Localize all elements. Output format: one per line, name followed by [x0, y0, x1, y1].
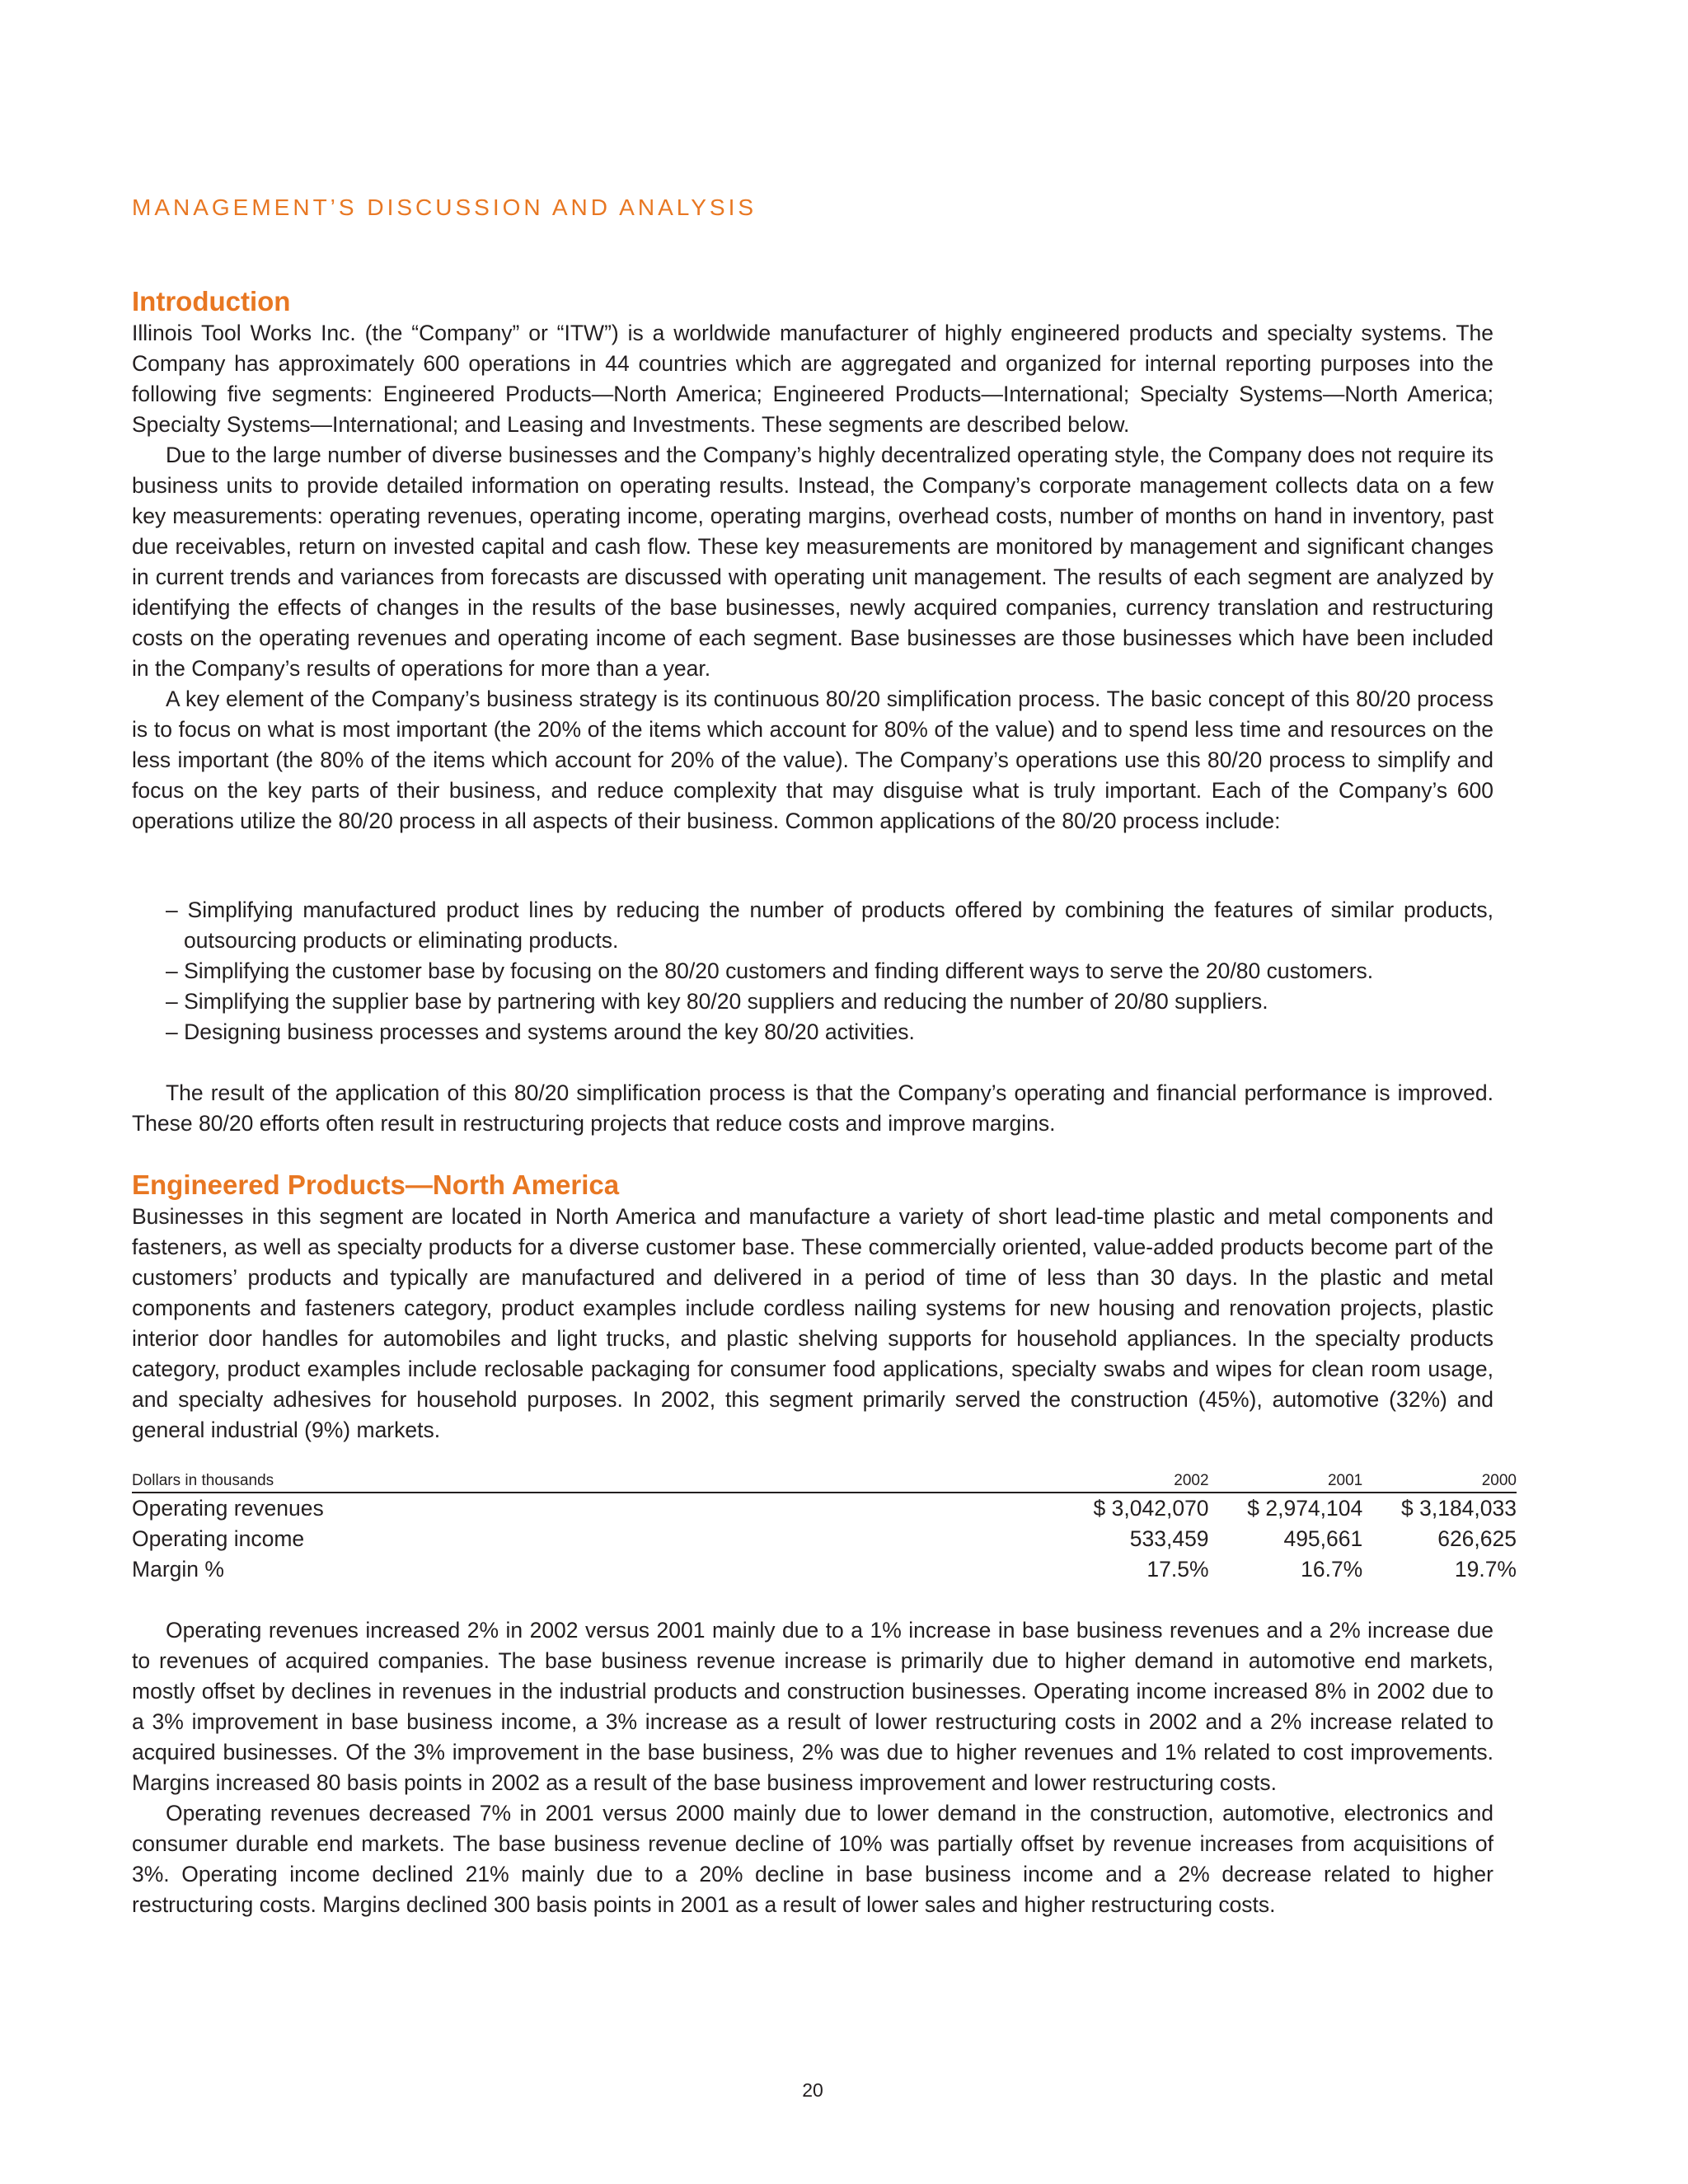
- engineered-products-na-heading: Engineered Products—North America: [132, 1169, 620, 1200]
- row-label: Margin %: [132, 1557, 224, 1582]
- table-row: [132, 1554, 1517, 1585]
- year-header: 2000: [1362, 1472, 1517, 1493]
- table-cell: 16.7%: [1301, 1557, 1363, 1582]
- year-header: 2001: [1209, 1472, 1363, 1493]
- segment-financial-table: [132, 1472, 1517, 1585]
- table-cell: $ 3,042,070: [1093, 1496, 1209, 1521]
- bullet-item: – Simplifying manufactured product lines by reducing the number of products offered by combining the features of similar products, outsourcing products or eliminating products.: [166, 898, 1493, 953]
- intro-paragraph-1: Illinois Tool Works Inc. (the “Company” or “ITW”) is a worldwide manufacturer of highly engineered products and specialty systems. The Company has approximately 600 operations in 44 countries which are aggregated and organized for internal reporting purposes into the following five segments: Engineered Products—North America; Engineered Products—International; Specialty Systems—North America; Specialty Systems—International; and Leasing and Investments. These segments are described below.: [132, 321, 1493, 437]
- table-caption: Dollars in thousands: [132, 1472, 1081, 1493]
- segment-description: Businesses in this segment are located in North America and manufacture a variety of short lead-time plastic and metal components and fasteners, as well as specialty products for a diverse customer base. These commercially oriented, value-added products become part of the customers’ products and typically are manufactured and delivered in a period of time of less than 30 days. In the plastic and metal components and fasteners category, product examples include cordless nailing systems for new housing and renovation projects, plastic interior door handles for automobiles and light trucks, and plastic shelving supports for household appliances. In the specialty products category, product examples include reclosable packaging for consumer food applications, specialty swabs and wipes for clean room usage, and specialty adhesives for household purposes. In 2002, this segment primarily served the construction (45%), automotive (32%) and general industrial (9%) markets.: [132, 1204, 1493, 1442]
- table-row: [132, 1493, 1517, 1524]
- table-row: [132, 1524, 1517, 1554]
- introduction-heading: Introduction: [132, 286, 291, 316]
- analysis-paragraph-1: Operating revenues increased 2% in 2002 versus 2001 mainly due to a 1% increase in base business revenues and a 2% increase due to revenues of acquired companies. The base business revenue increase is primarily due to higher demand in automotive end markets, mostly offset by declines in revenues in the industrial products and construction businesses. Operating income increased 8% in 2002 due to a 3% improvement in base business income, a 3% increase as a result of lower restructuring costs in 2002 and a 2% increase related to acquired businesses. Of the 3% improvement in the base business, 2% was due to higher revenues and 1% related to cost improvements. Margins increased 80 basis points in 2002 as a result of the base business improvement and lower restructuring costs.: [132, 1618, 1493, 1795]
- table-cell: 533,459: [1129, 1526, 1209, 1551]
- bullet-item: – Simplifying the supplier base by partnering with key 80/20 suppliers and reducing the number of 20/80 suppliers.: [166, 989, 1268, 1014]
- intro-paragraph-2: Due to the large number of diverse businesses and the Company’s highly decentralized operating style, the Company does not require its business units to provide detailed information on operating results. Instead, the Company’s corporate management collects data on a few key measurements: operating revenues, operating income, operating margins, overhead costs, number of months on hand in inventory, past due receivables, return on invested capital and cash flow. These key measurements are monitored by management and significant changes in current trends and variances from forecasts are discussed with operating unit management. The results of each segment are analyzed by identifying the effects of changes in the results of the base businesses, newly acquired companies, currency translation and restructuring costs on the operating revenues and operating income of each segment. Base businesses are those businesses which have been included in the Company’s results of operations for more than a year.: [132, 443, 1493, 681]
- table-cell: 495,661: [1283, 1526, 1363, 1551]
- table-cell: $ 3,184,033: [1401, 1496, 1517, 1521]
- page-number: 20: [802, 2079, 823, 2101]
- row-label: Operating income: [132, 1526, 305, 1551]
- year-header: 2002: [1081, 1472, 1209, 1493]
- section-header: MANAGEMENT’S DISCUSSION AND ANALYSIS: [132, 194, 757, 220]
- table-cell: $ 2,974,104: [1247, 1496, 1363, 1521]
- bullet-item: – Designing business processes and systems around the key 80/20 activities.: [166, 1019, 915, 1044]
- result-paragraph: The result of the application of this 80/20 simplification process is that the Company’s operating and financial performance is improved. These 80/20 efforts often result in restructuring projects that reduce costs and improve margins.: [132, 1080, 1493, 1136]
- simplification-bullet-list: [166, 895, 1493, 1047]
- table-cell: 19.7%: [1454, 1557, 1517, 1582]
- bullet-item: – Simplifying the customer base by focusing on the 80/20 customers and finding different ways to serve the 20/80 customers.: [166, 958, 1374, 983]
- engineered-products-na-description: [132, 1202, 1493, 1446]
- introduction-body: [132, 318, 1493, 837]
- result-paragraph-block: [132, 1078, 1493, 1139]
- intro-paragraph-3: A key element of the Company’s business strategy is its continuous 80/20 simplification process. The basic concept of this 80/20 process is to focus on what is most important (the 20% of the items which account for 80% of the value) and to spend less time and resources on the less important (the 80% of the items which account for 20% of the value). The Company’s operations use this 80/20 process to simplify and focus on the key parts of their business, and reduce complexity that may disguise what is truly important. Each of the Company’s 600 operations utilize the 80/20 process in all aspects of their business. Common applications of the 80/20 process include:: [132, 687, 1493, 833]
- table-header-row: [132, 1472, 1517, 1493]
- table-cell: 626,625: [1437, 1526, 1517, 1551]
- segment-analysis: [132, 1615, 1493, 1920]
- row-label: Operating revenues: [132, 1496, 324, 1521]
- analysis-paragraph-2: Operating revenues decreased 7% in 2001 versus 2000 mainly due to lower demand in the construction, automotive, electronics and consumer durable end markets. The base business revenue decline of 10% was partially offset by revenue increases from acquisitions of 3%. Operating income declined 21% mainly due to a 20% decline in base business income and a 2% decrease related to higher restructuring costs. Margins declined 300 basis points in 2001 as a result of lower sales and higher restructuring costs.: [132, 1801, 1493, 1917]
- table-cell: 17.5%: [1146, 1557, 1209, 1582]
